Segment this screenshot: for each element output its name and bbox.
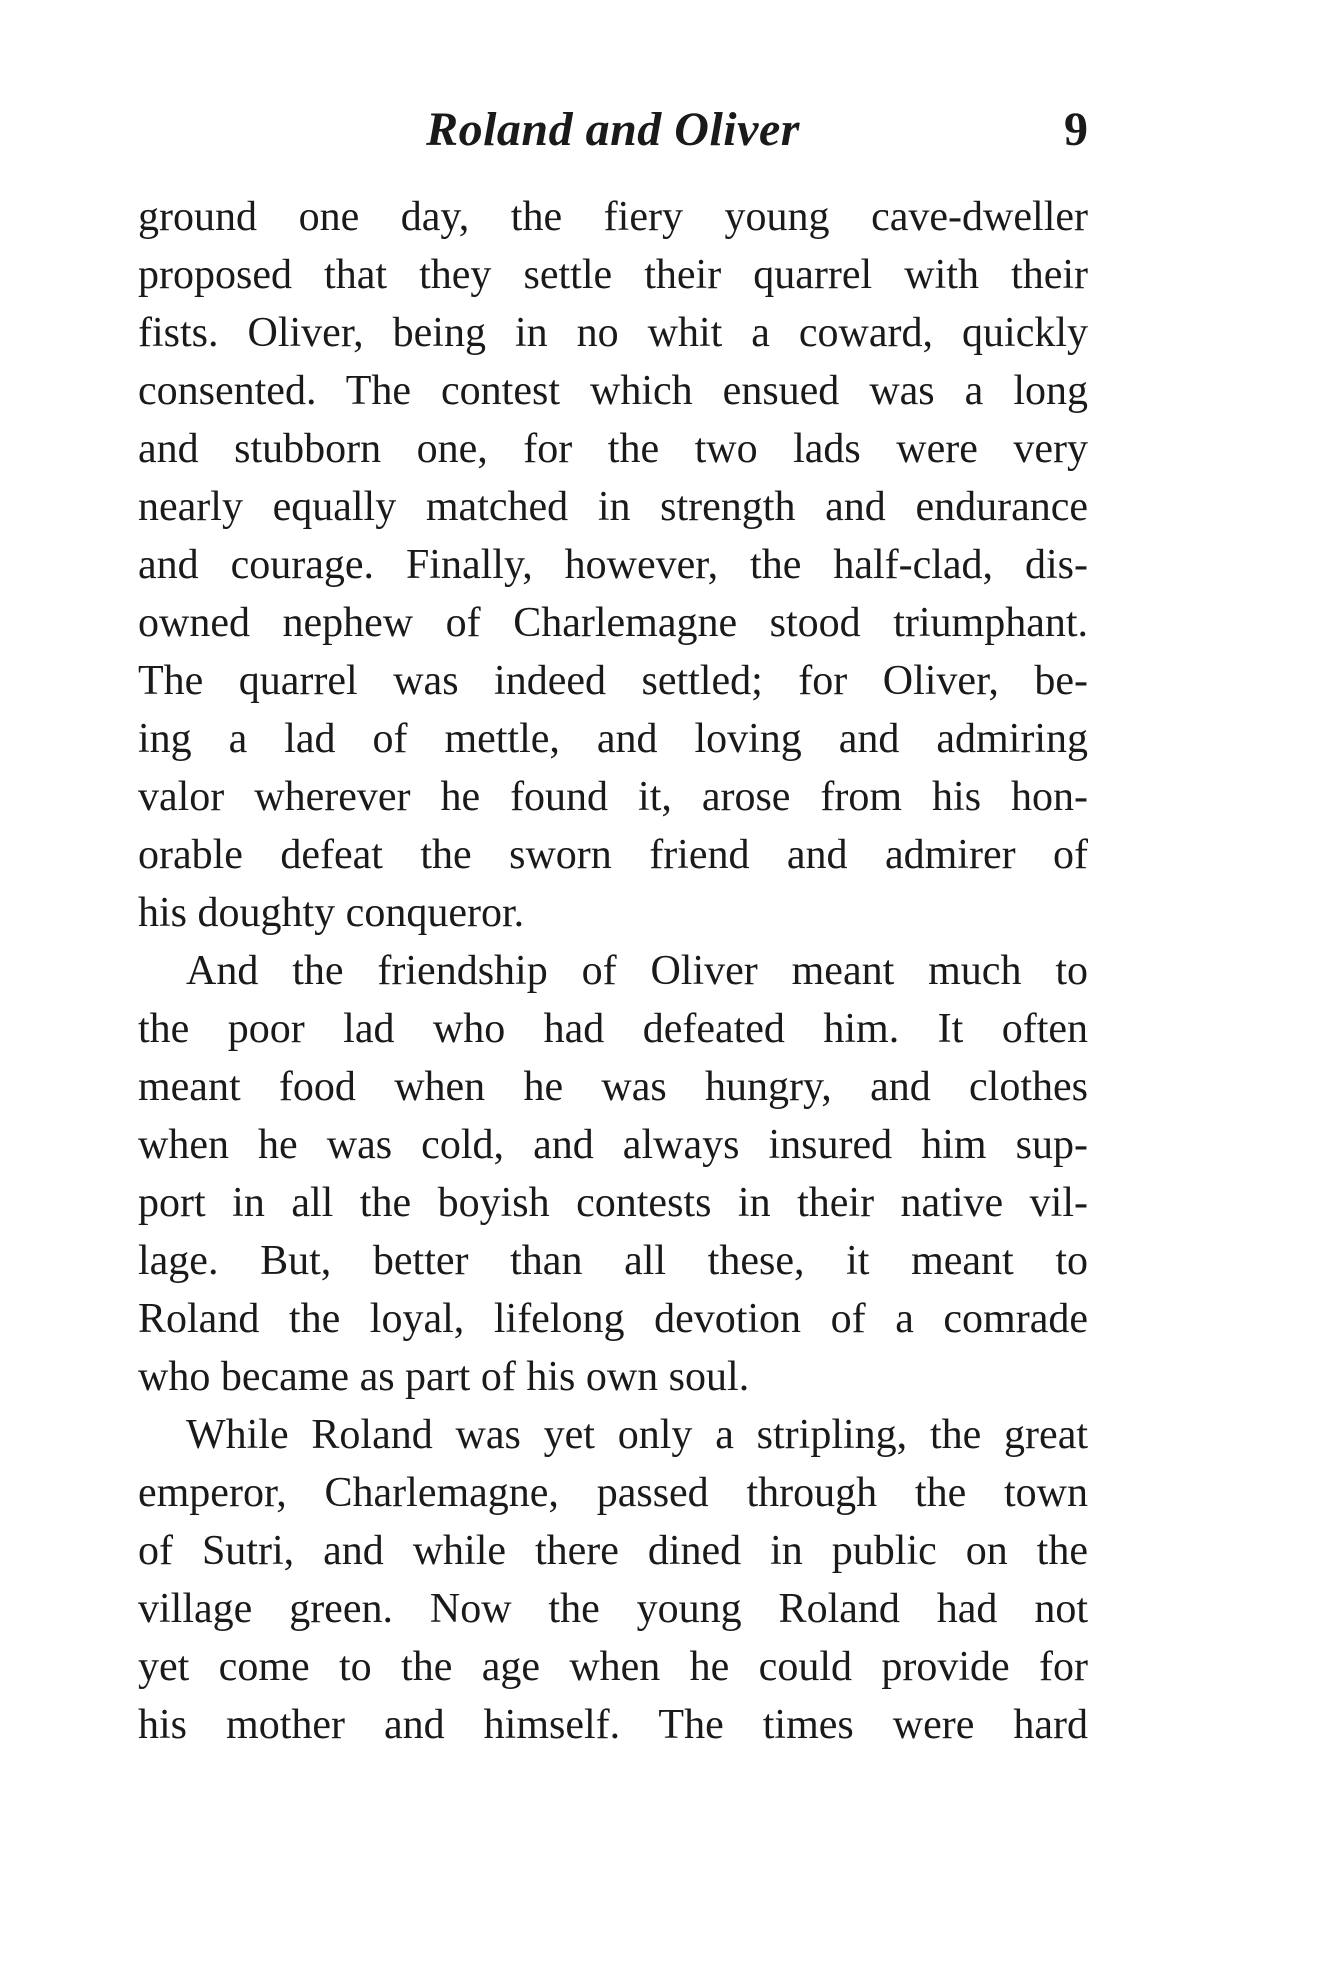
text-line: of Sutri, and while there dined in public on the	[138, 1528, 1088, 1574]
text-line: nearly equally matched in strength and endurance	[138, 484, 1088, 530]
text-line: ing a lad of mettle, and loving and admiring	[138, 716, 1088, 762]
body-text	[138, 188, 1088, 1754]
text-line: proposed that they settle their quarrel with their	[138, 252, 1088, 298]
text-line: meant food when he was hungry, and clothes	[138, 1064, 1088, 1110]
text-line: his doughty conqueror.	[138, 890, 525, 936]
paragraph-2	[138, 942, 1088, 1406]
text-line: orable defeat the sworn friend and admirer of	[138, 832, 1088, 878]
page-number: 9	[1064, 103, 1088, 156]
text-line: fists. Oliver, being in no whit a coward, quickly	[138, 310, 1088, 356]
text-line: and stubborn one, for the two lads were very	[138, 426, 1088, 472]
text-line: when he was cold, and always insured him sup-	[138, 1122, 1088, 1168]
text-line: village green. Now the young Roland had not	[138, 1586, 1088, 1632]
paragraph-1	[138, 188, 1088, 942]
paragraph-3	[138, 1406, 1088, 1754]
text-line: valor wherever he found it, arose from his hon-	[138, 774, 1088, 820]
running-title: Roland and Oliver	[426, 103, 800, 156]
text-line: lage. But, better than all these, it meant to	[138, 1238, 1088, 1284]
text-line: Roland the loyal, lifelong devotion of a comrade	[138, 1296, 1088, 1342]
running-head	[138, 100, 1088, 160]
text-line: consented. The contest which ensued was a long	[138, 368, 1088, 414]
text-line: the poor lad who had defeated him. It often	[138, 1006, 1088, 1052]
text-line: yet come to the age when he could provide for	[138, 1644, 1088, 1690]
text-line: While Roland was yet only a stripling, the great	[186, 1412, 1088, 1458]
text-line: owned nephew of Charlemagne stood triumphant.	[138, 600, 1088, 646]
text-line: And the friendship of Oliver meant much to	[186, 948, 1088, 994]
text-line: emperor, Charlemagne, passed through the town	[138, 1470, 1088, 1516]
text-line: who became as part of his own soul.	[138, 1354, 750, 1400]
text-line: ground one day, the fiery young cave-dweller	[138, 194, 1088, 240]
text-line: and courage. Finally, however, the half-clad, dis-	[138, 542, 1088, 588]
text-line: The quarrel was indeed settled; for Oliver, be-	[138, 658, 1088, 704]
text-line: his mother and himself. The times were hard	[138, 1702, 1088, 1748]
text-line: port in all the boyish contests in their native vil-	[138, 1180, 1088, 1226]
